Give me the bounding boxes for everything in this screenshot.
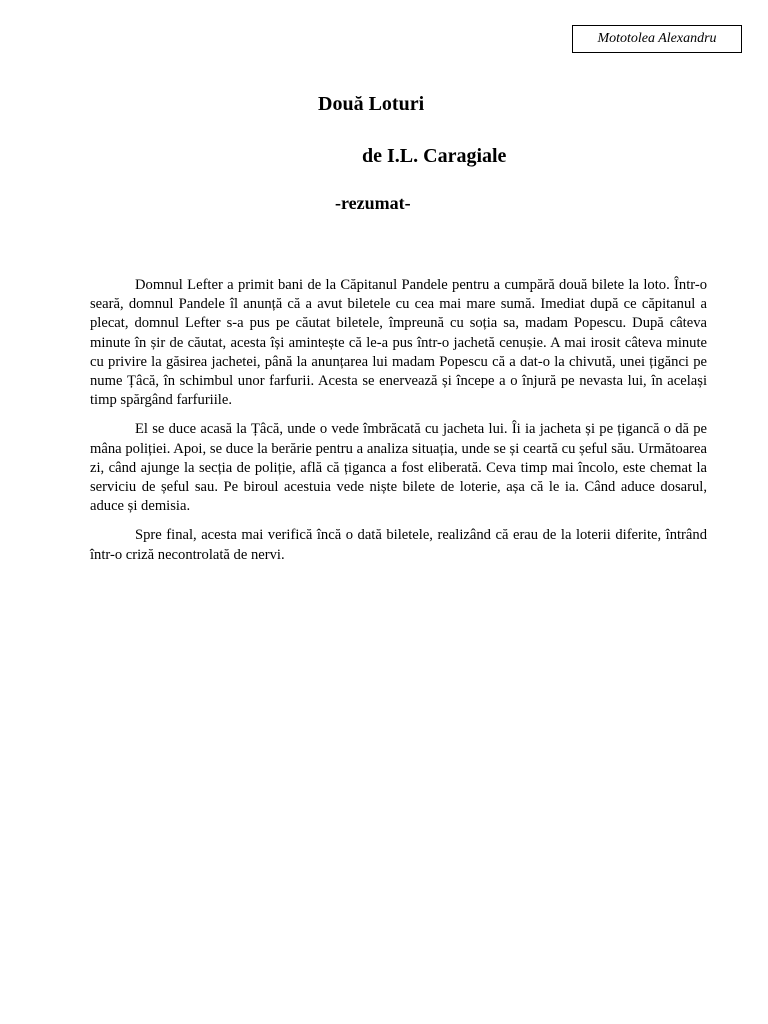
document-author-line: de I.L. Caragiale: [362, 145, 507, 167]
summary-body: [90, 276, 707, 575]
paragraph-2: El se duce acasă la Țâcă, unde o vede îmbrăcată cu jacheta lui. Îi ia jacheta și pe țigancă o dă pe mâna poliției. Apoi, se duce la berărie pentru a analiza situația, unde se și ceartă cu șeful său. Următoarea zi, când ajunge la secția de poliție, află că țiganca a fost eliberată. Ceva timp mai încolo, este chemat la serviciu de șeful sau. Pe biroul acestuia vede niște bilete de loterie, așa că le ia. Când aduce dosarul, aduce și demisia.: [90, 421, 707, 515]
paragraph-3: Spre final, acesta mai verifică încă o dată biletele, realizând că erau de la loterii diferite, întrând într-o criză necontrolată de nervi.: [90, 527, 707, 563]
document-label: -rezumat-: [335, 193, 411, 213]
paragraph-1: Domnul Lefter a primit bani de la Căpitanul Pandele pentru a cumpără două bilete la loto. Într-o seară, domnul Pandele îl anunță că a avut biletele cu cea mai mare sumă. Imediat după ce căpitanul a plecat, domnul Lefter s-a pus pe căutat biletele, împreună cu soția sa, madam Popescu. După câteva minute în șir de căutat, acesta își amintește că le-a pus într-o jachetă cenușie. A mai irosit câteva minute cu privire la găsirea jachetei, până la anunțarea lui madam Popescu că a dat-o la chivută, unei țigănci pe nume Țâcă, în schimbul unor farfurii. Acesta se enervează și începe a o înjură pe nevasta lui, în același timp spărgând farfuriile.: [90, 277, 707, 409]
author-name-box: Mototolea Alexandru: [572, 25, 742, 53]
document-title: Două Loturi: [318, 93, 425, 115]
